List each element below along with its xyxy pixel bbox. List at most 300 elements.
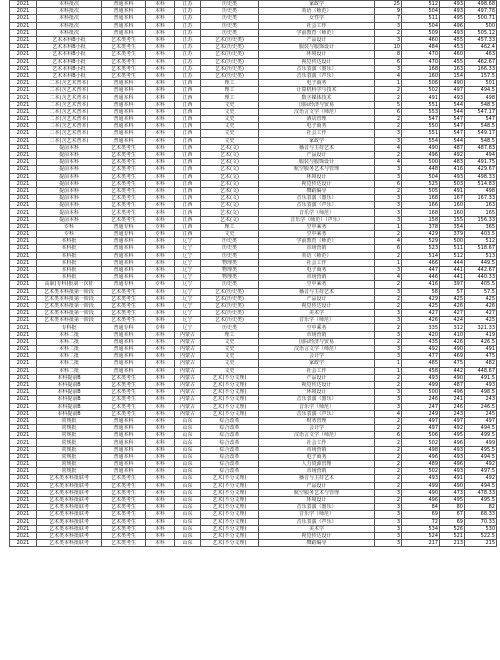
cell-max-score: 512: [402, 1, 440, 8]
cell-avg-score: 70.33: [465, 518, 497, 525]
cell-max-score: 504: [402, 173, 440, 180]
cell-min-score: 544: [440, 101, 465, 108]
table-row: [10, 389, 497, 396]
cell-min-score: 163: [440, 65, 465, 72]
cell-level: 本科: [146, 44, 175, 51]
cell-batch: 本科二批: [37, 353, 102, 360]
cell-level: 本科: [146, 58, 175, 65]
cell-level: 本科: [146, 180, 175, 187]
table-row: [10, 116, 497, 123]
cell-level: 本科: [146, 338, 175, 345]
cell-batch: 艺术类本科批第一阶段: [37, 295, 102, 302]
cell-avg-score: 463: [465, 51, 497, 58]
cell-subject-type: 理工: [201, 331, 259, 338]
cell-count: 3: [375, 504, 402, 511]
cell-category: 艺术类考生: [102, 51, 146, 58]
cell-major: 服装与服饰设计: [259, 159, 375, 166]
cell-major: 市场营销: [259, 468, 375, 475]
cell-subject-type: 物理类: [201, 274, 259, 281]
table-row: [10, 532, 497, 539]
cell-subject-type: 艺术(文): [201, 209, 259, 216]
cell-min-score: 544: [440, 108, 465, 115]
cell-subject-type: 文史: [201, 231, 259, 238]
cell-major: 会计学: [259, 353, 375, 360]
cell-count: 4: [375, 410, 402, 417]
cell-count: 4: [375, 144, 402, 151]
table-row: [10, 281, 497, 288]
cell-major: 学前教育（师范）: [259, 238, 375, 245]
cell-batch: 提前本科: [37, 144, 102, 151]
cell-category: 普通本科: [102, 123, 146, 130]
cell-major: 财务管理: [259, 417, 375, 424]
cell-min-score: 495: [440, 496, 465, 503]
table-row: [10, 72, 497, 79]
cell-province: 辽宁: [175, 295, 201, 302]
cell-province: 山东: [175, 532, 201, 539]
table-row: [10, 439, 497, 446]
cell-level: 本科: [146, 72, 175, 79]
cell-major: 服装与服饰设计: [259, 44, 375, 51]
cell-year: 2021: [10, 346, 37, 353]
cell-max-score: 504: [402, 8, 440, 15]
cell-avg-score: 497: [465, 417, 497, 424]
cell-min-score: 426: [440, 302, 465, 309]
cell-subject-type: 综合改革: [201, 453, 259, 460]
cell-year: 2021: [10, 410, 37, 417]
cell-max-score: 460: [402, 36, 440, 43]
cell-level: 专科: [146, 231, 175, 238]
cell-category: 艺术类考生: [102, 295, 146, 302]
cell-min-score: 487: [440, 144, 465, 151]
cell-max-score: 514: [402, 252, 440, 259]
cell-subject-type: 艺术(文): [201, 180, 259, 187]
cell-major: 家政学: [259, 1, 375, 8]
cell-batch: 常规批: [37, 425, 102, 432]
cell-category: 艺术类考生: [102, 202, 146, 209]
cell-min-score: 496: [440, 461, 465, 468]
cell-year: 2021: [10, 525, 37, 532]
cell-avg-score: 491.5: [465, 374, 497, 381]
cell-subject-type: 理工: [201, 87, 259, 94]
cell-level: 本科: [146, 446, 175, 453]
cell-level: 本科: [146, 439, 175, 446]
table-row: [10, 130, 497, 137]
cell-avg-score: 498.68: [465, 1, 497, 8]
cell-province: 江西: [175, 195, 201, 202]
cell-count: 4: [375, 72, 402, 79]
cell-subject-type: 艺术(不分文理): [201, 482, 259, 489]
cell-batch: 本科批: [37, 238, 102, 245]
cell-year: 2021: [10, 324, 37, 331]
cell-count: 3: [375, 195, 402, 202]
cell-min-score: 493: [440, 446, 465, 453]
cell-year: 2021: [10, 302, 37, 309]
table-row: [10, 353, 497, 360]
cell-level: 本科: [146, 187, 175, 194]
cell-major: 市场营销: [259, 331, 375, 338]
cell-subject-type: 物理类: [201, 266, 259, 273]
cell-subject-type: 艺术(文): [201, 166, 259, 173]
cell-max-score: 490: [402, 489, 440, 496]
cell-max-score: 499: [402, 482, 440, 489]
cell-max-score: 435: [402, 338, 440, 345]
cell-level: 本科: [146, 87, 175, 94]
cell-year: 2021: [10, 151, 37, 158]
cell-avg-score: 547: [465, 116, 497, 123]
cell-avg-score: 494.5: [465, 87, 497, 94]
cell-subject-type: 综合改革: [201, 468, 259, 475]
cell-max-score: 509: [402, 29, 440, 36]
cell-subject-type: 艺术(文): [201, 187, 259, 194]
cell-max-score: 496: [402, 151, 440, 158]
cell-province: 江苏: [175, 29, 201, 36]
cell-count: 2: [375, 302, 402, 309]
cell-max-score: 554: [402, 137, 440, 144]
cell-major: 社会工作: [259, 259, 375, 266]
cell-avg-score: 365: [465, 223, 497, 230]
cell-province: 江苏: [175, 22, 201, 29]
cell-category: 普通本科: [102, 108, 146, 115]
cell-batch: 本科提前B: [37, 403, 102, 410]
cell-avg-score: 487.83: [465, 144, 497, 151]
cell-avg-score: 440.33: [465, 274, 497, 281]
cell-province: 辽宁: [175, 266, 201, 273]
cell-year: 2021: [10, 295, 37, 302]
cell-max-score: 166: [402, 202, 440, 209]
cell-batch: 二本(含艺术普本): [37, 130, 102, 137]
cell-max-score: 477: [402, 353, 440, 360]
cell-max-score: 416: [402, 281, 440, 288]
cell-count: 3: [375, 288, 402, 295]
cell-min-score: 426: [440, 338, 465, 345]
table-row: [10, 475, 497, 482]
cell-subject-type: 艺术(不分文理): [201, 496, 259, 503]
cell-major: 国际经济与贸易: [259, 101, 375, 108]
cell-year: 2021: [10, 202, 37, 209]
cell-batch: 艺术类本科批联考: [37, 532, 102, 539]
cell-subject-type: 艺术(不分文理): [201, 511, 259, 518]
cell-max-score: 511: [402, 15, 440, 22]
cell-batch: 提前本科: [37, 166, 102, 173]
cell-major: 学前教育（师范）: [259, 29, 375, 36]
cell-year: 2021: [10, 29, 37, 36]
cell-min-score: 154: [440, 72, 465, 79]
cell-year: 2021: [10, 540, 37, 547]
cell-max-score: 168: [402, 195, 440, 202]
cell-province: 山东: [175, 482, 201, 489]
cell-major: 播音与主持艺术: [259, 288, 375, 295]
table-row: [10, 29, 497, 36]
cell-category: 艺术类考生: [102, 310, 146, 317]
cell-max-score: 551: [402, 130, 440, 137]
cell-level: 本科: [146, 252, 175, 259]
cell-batch: 本科提前B: [37, 396, 102, 403]
cell-province: 辽宁: [175, 288, 201, 295]
cell-major: 航空服务艺术与管理: [259, 166, 375, 173]
cell-major: 产品设计: [259, 295, 375, 302]
cell-category: 普通本科: [102, 8, 146, 15]
table-row: [10, 381, 497, 388]
cell-avg-score: 492: [465, 475, 497, 482]
cell-count: 3: [375, 202, 402, 209]
cell-province: 内蒙古: [175, 353, 201, 360]
cell-province: 江西: [175, 231, 201, 238]
cell-count: 3: [375, 511, 402, 518]
table-row: [10, 180, 497, 187]
cell-min-score: 493: [440, 453, 465, 460]
cell-batch: 艺术本科B小批: [37, 44, 102, 51]
cell-major: 音乐学（师范）: [259, 511, 375, 518]
cell-count: 3: [375, 310, 402, 317]
cell-batch: 本科批次: [37, 22, 102, 29]
cell-min-score: 397: [440, 281, 465, 288]
cell-avg-score: 505.12: [465, 29, 497, 36]
cell-max-score: 502: [402, 439, 440, 446]
cell-subject-type: 艺术(文): [201, 173, 259, 180]
cell-batch: 二本(含艺术普本): [37, 137, 102, 144]
cell-min-score: 491: [440, 187, 465, 194]
cell-avg-score: 493: [465, 381, 497, 388]
cell-avg-score: 500.71: [465, 15, 497, 22]
cell-category: 普通本科: [102, 446, 146, 453]
cell-batch: 艺术类本科批第一阶段: [37, 302, 102, 309]
cell-province: 内蒙古: [175, 381, 201, 388]
cell-level: 本科: [146, 173, 175, 180]
cell-major: 空中乘务: [259, 231, 375, 238]
cell-level: 本科: [146, 468, 175, 475]
cell-subject-type: 艺术(文): [201, 195, 259, 202]
cell-count: 8: [375, 51, 402, 58]
table-row: [10, 374, 497, 381]
cell-max-score: 69: [402, 511, 440, 518]
cell-level: 本科: [146, 1, 175, 8]
cell-year: 2021: [10, 116, 37, 123]
cell-year: 2021: [10, 518, 37, 525]
cell-max-score: 493: [402, 374, 440, 381]
cell-batch: 常规批: [37, 461, 102, 468]
cell-avg-score: 68.33: [465, 511, 497, 518]
table-row: [10, 346, 497, 353]
cell-level: 本科: [146, 317, 175, 324]
cell-major: 视觉传达设计: [259, 532, 375, 539]
cell-year: 2021: [10, 453, 37, 460]
cell-major: 会计学: [259, 425, 375, 432]
cell-batch: 艺术本科B小批: [37, 36, 102, 43]
cell-year: 2021: [10, 417, 37, 424]
table-row: [10, 202, 497, 209]
cell-subject-type: 综合改革: [201, 417, 259, 424]
cell-category: 普通本科: [102, 137, 146, 144]
cell-province: 江苏: [175, 36, 201, 43]
cell-avg-score: 166.33: [465, 65, 497, 72]
cell-category: 普通本科: [102, 101, 146, 108]
cell-category: 普通本科: [102, 252, 146, 259]
cell-batch: 常规批: [37, 432, 102, 439]
cell-year: 2021: [10, 381, 37, 388]
cell-count: 3: [375, 346, 402, 353]
cell-subject-type: 文史: [201, 123, 259, 130]
cell-min-score: 67: [440, 511, 465, 518]
cell-year: 2021: [10, 338, 37, 345]
cell-max-score: 158: [402, 216, 440, 223]
cell-level: 本科: [146, 195, 175, 202]
cell-category: 艺术类考生: [102, 302, 146, 309]
cell-province: 江西: [175, 166, 201, 173]
cell-batch: 艺术类本科批联考: [37, 482, 102, 489]
table-row: [10, 274, 497, 281]
cell-avg-score: 548.5: [465, 137, 497, 144]
table-row: [10, 209, 497, 216]
cell-subject-type: 文史: [201, 338, 259, 345]
cell-avg-score: 514.83: [465, 180, 497, 187]
cell-max-score: 247: [402, 403, 440, 410]
cell-major: 环境设计: [259, 389, 375, 396]
cell-province: 辽宁: [175, 302, 201, 309]
table-row: [10, 453, 497, 460]
cell-min-score: 155: [440, 216, 465, 223]
cell-max-score: 550: [402, 123, 440, 130]
cell-level: 本科: [146, 453, 175, 460]
cell-batch: 艺术类本科批联考: [37, 518, 102, 525]
cell-min-score: 492: [440, 425, 465, 432]
cell-max-score: 420: [402, 331, 440, 338]
cell-level: 本科: [146, 209, 175, 216]
cell-max-score: 506: [402, 432, 440, 439]
cell-batch: 常规批: [37, 468, 102, 475]
cell-batch: 本科批: [37, 259, 102, 266]
cell-major: 空中乘务: [259, 281, 375, 288]
table-row: [10, 15, 497, 22]
cell-count: 3: [375, 65, 402, 72]
cell-major: 空中乘务: [259, 223, 375, 230]
cell-max-score: 496: [402, 496, 440, 503]
cell-level: 本科: [146, 238, 175, 245]
cell-min-score: 547: [440, 130, 465, 137]
cell-level: 本科: [146, 130, 175, 137]
table-row: [10, 461, 497, 468]
table-row: [10, 295, 497, 302]
cell-max-score: 378: [402, 223, 440, 230]
cell-level: 本科: [146, 496, 175, 503]
cell-count: 2: [375, 324, 402, 331]
cell-max-score: 335: [402, 324, 440, 331]
cell-level: 本科: [146, 403, 175, 410]
cell-min-score: 495: [440, 15, 465, 22]
cell-avg-score: 82: [465, 504, 497, 511]
cell-year: 2021: [10, 367, 37, 374]
cell-max-score: 427: [402, 310, 440, 317]
cell-year: 2021: [10, 58, 37, 65]
cell-batch: 提前本科: [37, 173, 102, 180]
cell-category: 艺术类考生: [102, 482, 146, 489]
cell-subject-type: 文史: [201, 353, 259, 360]
cell-batch: 高职(专科)批第一次征: [37, 281, 102, 288]
cell-category: 艺术类考生: [102, 173, 146, 180]
cell-count: 6: [375, 180, 402, 187]
cell-category: 普通本科: [102, 245, 146, 252]
cell-batch: 本科二批: [37, 367, 102, 374]
cell-major: 数字媒体技术: [259, 94, 375, 101]
cell-province: 山东: [175, 461, 201, 468]
cell-max-score: 84: [402, 504, 440, 511]
table-row: [10, 496, 497, 503]
cell-batch: 艺术类本科批第一阶段: [37, 310, 102, 317]
cell-subject-type: 艺术(不分文理): [201, 403, 259, 410]
cell-province: 江西: [175, 130, 201, 137]
table-row: [10, 94, 497, 101]
cell-subject-type: 历史类: [201, 1, 259, 8]
cell-batch: 常规批: [37, 439, 102, 446]
cell-subject-type: 文史: [201, 346, 259, 353]
cell-avg-score: 448.67: [465, 367, 497, 374]
cell-province: 内蒙古: [175, 396, 201, 403]
cell-avg-score: 494: [465, 151, 497, 158]
cell-major: 视觉传达设计: [259, 381, 375, 388]
cell-subject-type: 理工: [201, 223, 259, 230]
cell-major: 社会工作: [259, 22, 375, 29]
cell-max-score: 497: [402, 425, 440, 432]
cell-max-score: 426: [402, 317, 440, 324]
cell-batch: 艺术类本科批第一阶段: [37, 288, 102, 295]
cell-level: 本科: [146, 410, 175, 417]
cell-province: 江西: [175, 151, 201, 158]
cell-year: 2021: [10, 374, 37, 381]
cell-count: 25: [375, 1, 402, 8]
cell-min-score: 490: [440, 346, 465, 353]
cell-category: 普通本科: [102, 94, 146, 101]
cell-year: 2021: [10, 108, 37, 115]
cell-category: 普通本科: [102, 425, 146, 432]
cell-year: 2021: [10, 231, 37, 238]
cell-avg-score: 549.17: [465, 130, 497, 137]
cell-year: 2021: [10, 511, 37, 518]
cell-province: 江西: [175, 123, 201, 130]
cell-subject-type: 文史: [201, 101, 259, 108]
cell-avg-score: 500: [465, 22, 497, 29]
table-row: [10, 317, 497, 324]
cell-level: 本科: [146, 518, 175, 525]
cell-major: 音乐表演（器乐）: [259, 65, 375, 72]
cell-major: 美术学: [259, 310, 375, 317]
cell-province: 内蒙古: [175, 346, 201, 353]
cell-avg-score: 426.5: [465, 338, 497, 345]
cell-batch: 本科批次: [37, 8, 102, 15]
cell-count: 3: [375, 389, 402, 396]
cell-year: 2021: [10, 281, 37, 288]
table-row: [10, 302, 497, 309]
cell-avg-score: 243: [465, 396, 497, 403]
table-row: [10, 51, 497, 58]
cell-year: 2021: [10, 331, 37, 338]
cell-province: 江西: [175, 80, 201, 87]
cell-category: 普通本科: [102, 338, 146, 345]
cell-major: 音乐学（师范）: [259, 209, 375, 216]
cell-min-score: 160: [440, 202, 465, 209]
cell-level: 本科: [146, 461, 175, 468]
cell-level: 本科: [146, 295, 175, 302]
cell-min-score: 410: [440, 331, 465, 338]
cell-category: 艺术类考生: [102, 180, 146, 187]
cell-major: 视觉传达设计: [259, 180, 375, 187]
cell-avg-score: 165: [465, 209, 497, 216]
cell-count: 2: [375, 482, 402, 489]
cell-major: 播音与主持艺术: [259, 144, 375, 151]
cell-level: 本科: [146, 151, 175, 158]
cell-year: 2021: [10, 51, 37, 58]
cell-batch: 二本(含艺术普本): [37, 108, 102, 115]
cell-year: 2021: [10, 288, 37, 295]
cell-count: 6: [375, 432, 402, 439]
